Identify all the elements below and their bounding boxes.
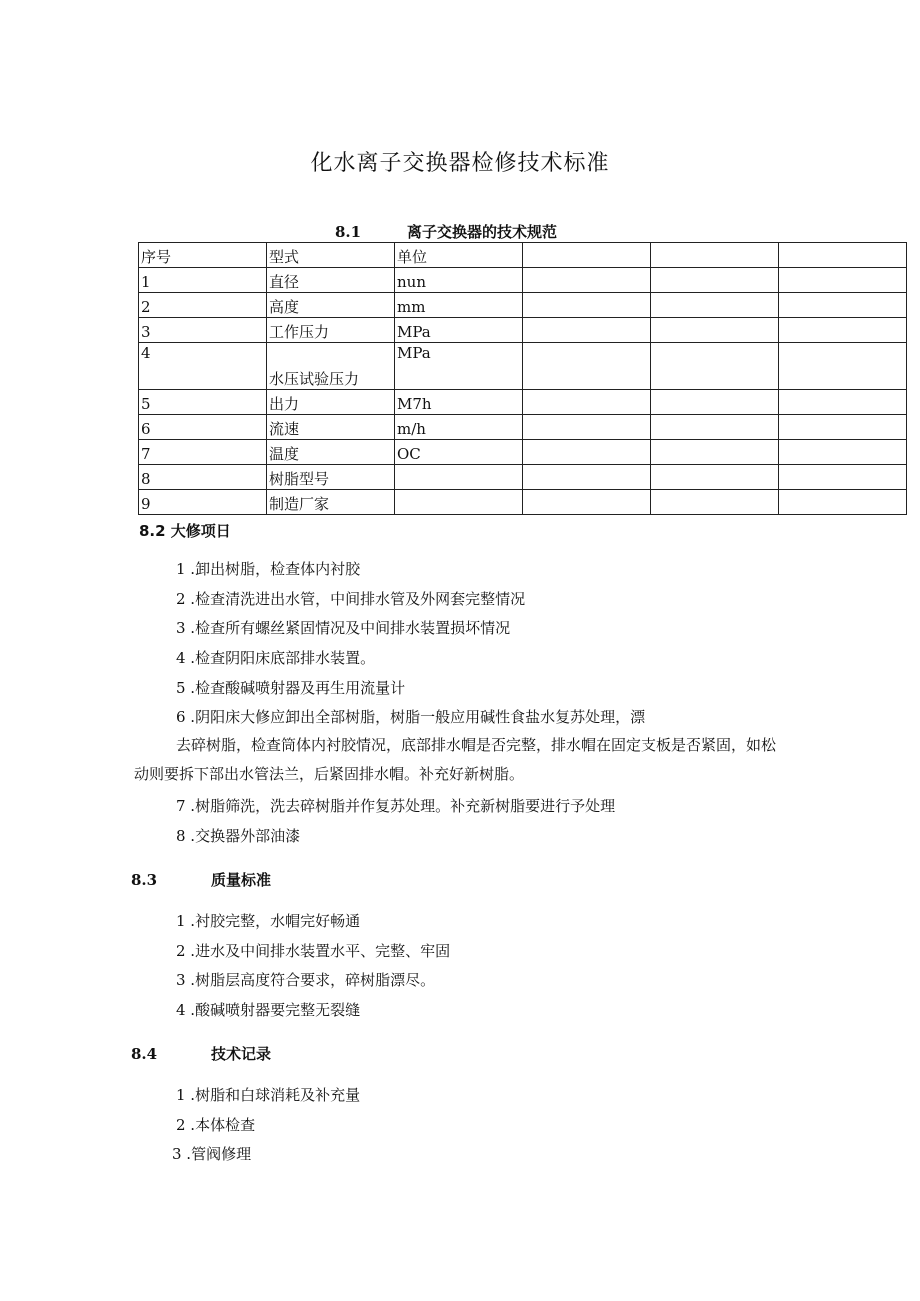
table-cell: 出力 bbox=[267, 390, 395, 415]
table-cell bbox=[651, 415, 779, 440]
overhaul-item: 3 .检查所有螺丝紧固情况及中间排水装置损坏情况 bbox=[176, 619, 511, 637]
quality-item: 2 .进水及中间排水装置水平、完整、牢固 bbox=[176, 942, 451, 960]
table-cell bbox=[779, 415, 907, 440]
table-cell bbox=[651, 440, 779, 465]
table-cell bbox=[523, 318, 651, 343]
table-cell bbox=[651, 268, 779, 293]
table-row bbox=[139, 390, 907, 415]
overhaul-item: 5 .检查酸碱喷射器及再生用流量计 bbox=[176, 679, 406, 697]
table-cell: 工作压力 bbox=[267, 318, 395, 343]
table-cell: 6 bbox=[139, 415, 267, 440]
header-cell bbox=[523, 243, 651, 268]
table-cell: 树脂型号 bbox=[267, 465, 395, 490]
header-cell: 单位 bbox=[395, 243, 523, 268]
overhaul-item-continuation: 去碎树脂，检查筒体内衬胶情况，底部排水帽是否完整，排水帽在固定支板是否紧固，如松动则要拆下部出水管法兰，后紧固排水帽。补充好新树脂。 bbox=[134, 736, 777, 783]
overhaul-item: 1 .卸出树脂，检查体内衬胶 bbox=[176, 560, 361, 578]
table-cell bbox=[651, 318, 779, 343]
table-cell bbox=[779, 440, 907, 465]
table-cell: 2 bbox=[139, 293, 267, 318]
table-cell bbox=[395, 490, 523, 515]
records-title: 技术记录 bbox=[211, 1045, 272, 1063]
table-cell: MPa bbox=[395, 343, 523, 390]
table-cell bbox=[651, 293, 779, 318]
table-cell bbox=[779, 465, 907, 490]
table-row bbox=[139, 415, 907, 440]
records-item: 2 .本体检查 bbox=[176, 1116, 256, 1134]
overhaul-item: 2 .检查清洗进出水管，中间排水管及外网套完整情况 bbox=[176, 590, 526, 608]
table-cell: 3 bbox=[139, 318, 267, 343]
table-cell: nun bbox=[395, 268, 523, 293]
table-cell: 温度 bbox=[267, 440, 395, 465]
overhaul-heading: 8.2 大修项日 bbox=[139, 522, 231, 540]
header-cell bbox=[651, 243, 779, 268]
table-cell bbox=[651, 390, 779, 415]
table-cell: OC bbox=[395, 440, 523, 465]
records-item: 1 .树脂和白球消耗及补充量 bbox=[176, 1086, 361, 1104]
records-number: 8.4 bbox=[131, 1045, 158, 1063]
table-caption bbox=[335, 221, 557, 242]
table-cell bbox=[523, 490, 651, 515]
table-cell: mm bbox=[395, 293, 523, 318]
quality-heading bbox=[131, 869, 271, 890]
table-row bbox=[139, 268, 907, 293]
table-cell bbox=[523, 343, 651, 390]
table-cell bbox=[779, 343, 907, 390]
table-cell bbox=[779, 318, 907, 343]
table-cell: 水压试验压力 bbox=[267, 343, 395, 390]
table-row bbox=[139, 293, 907, 318]
overhaul-item: 7 .树脂筛洗，洗去碎树脂并作复苏处理。补充新树脂要进行予处理 bbox=[176, 797, 616, 815]
table-cell: 制造厂家 bbox=[267, 490, 395, 515]
table-cell bbox=[523, 390, 651, 415]
header-cell bbox=[779, 243, 907, 268]
table-cell bbox=[523, 415, 651, 440]
table-cell: 5 bbox=[139, 390, 267, 415]
quality-number: 8.3 bbox=[131, 871, 158, 889]
table-cell: MPa bbox=[395, 318, 523, 343]
table-cell bbox=[651, 490, 779, 515]
table-row bbox=[139, 465, 907, 490]
table-cell: m/h bbox=[395, 415, 523, 440]
table-cell bbox=[523, 293, 651, 318]
table-row bbox=[139, 490, 907, 515]
spec-table bbox=[138, 242, 907, 515]
table-cell bbox=[523, 268, 651, 293]
table-cell bbox=[523, 440, 651, 465]
records-heading bbox=[131, 1043, 271, 1064]
table-cell: 流速 bbox=[267, 415, 395, 440]
table-cell: 4 bbox=[139, 343, 267, 390]
quality-item: 1 .衬胶完整，水帽完好畅通 bbox=[176, 912, 361, 930]
document-title: 化水离子交换器检修技术标准 bbox=[310, 151, 610, 176]
table-section-number: 8.1 bbox=[335, 223, 362, 241]
table-cell: 高度 bbox=[267, 293, 395, 318]
overhaul-item: 8 .交换器外部油漆 bbox=[176, 827, 301, 845]
overhaul-item: 6 .阴阳床大修应卸出全部树脂，树脂一般应用碱性食盐水复苏处理，漂 bbox=[176, 708, 646, 726]
table-cell: 1 bbox=[139, 268, 267, 293]
table-row bbox=[139, 318, 907, 343]
table-cell bbox=[779, 268, 907, 293]
table-cell: 8 bbox=[139, 465, 267, 490]
quality-item: 4 .酸碱喷射器要完整无裂缝 bbox=[176, 1001, 361, 1019]
table-cell bbox=[779, 390, 907, 415]
table-cell bbox=[523, 465, 651, 490]
quality-title: 质量标准 bbox=[211, 871, 272, 889]
table-row bbox=[139, 343, 907, 390]
table-cell: 9 bbox=[139, 490, 267, 515]
table-row bbox=[139, 440, 907, 465]
header-cell: 序号 bbox=[139, 243, 267, 268]
table-cell bbox=[395, 465, 523, 490]
table-cell: 7 bbox=[139, 440, 267, 465]
header-cell: 型式 bbox=[267, 243, 395, 268]
table-cell: 直径 bbox=[267, 268, 395, 293]
table-section-title: 离子交换器的技术规范 bbox=[407, 223, 558, 241]
quality-item: 3 .树脂层高度符合要求，碎树脂漂尽。 bbox=[176, 971, 436, 989]
table-cell bbox=[651, 343, 779, 390]
records-item: 3 .管阀修理 bbox=[172, 1145, 252, 1163]
overhaul-item: 4 .检查阴阳床底部排水装置。 bbox=[176, 649, 376, 667]
table-header-row bbox=[139, 243, 907, 268]
table-cell bbox=[779, 490, 907, 515]
table-cell: M7h bbox=[395, 390, 523, 415]
table-cell bbox=[779, 293, 907, 318]
table-cell bbox=[651, 465, 779, 490]
